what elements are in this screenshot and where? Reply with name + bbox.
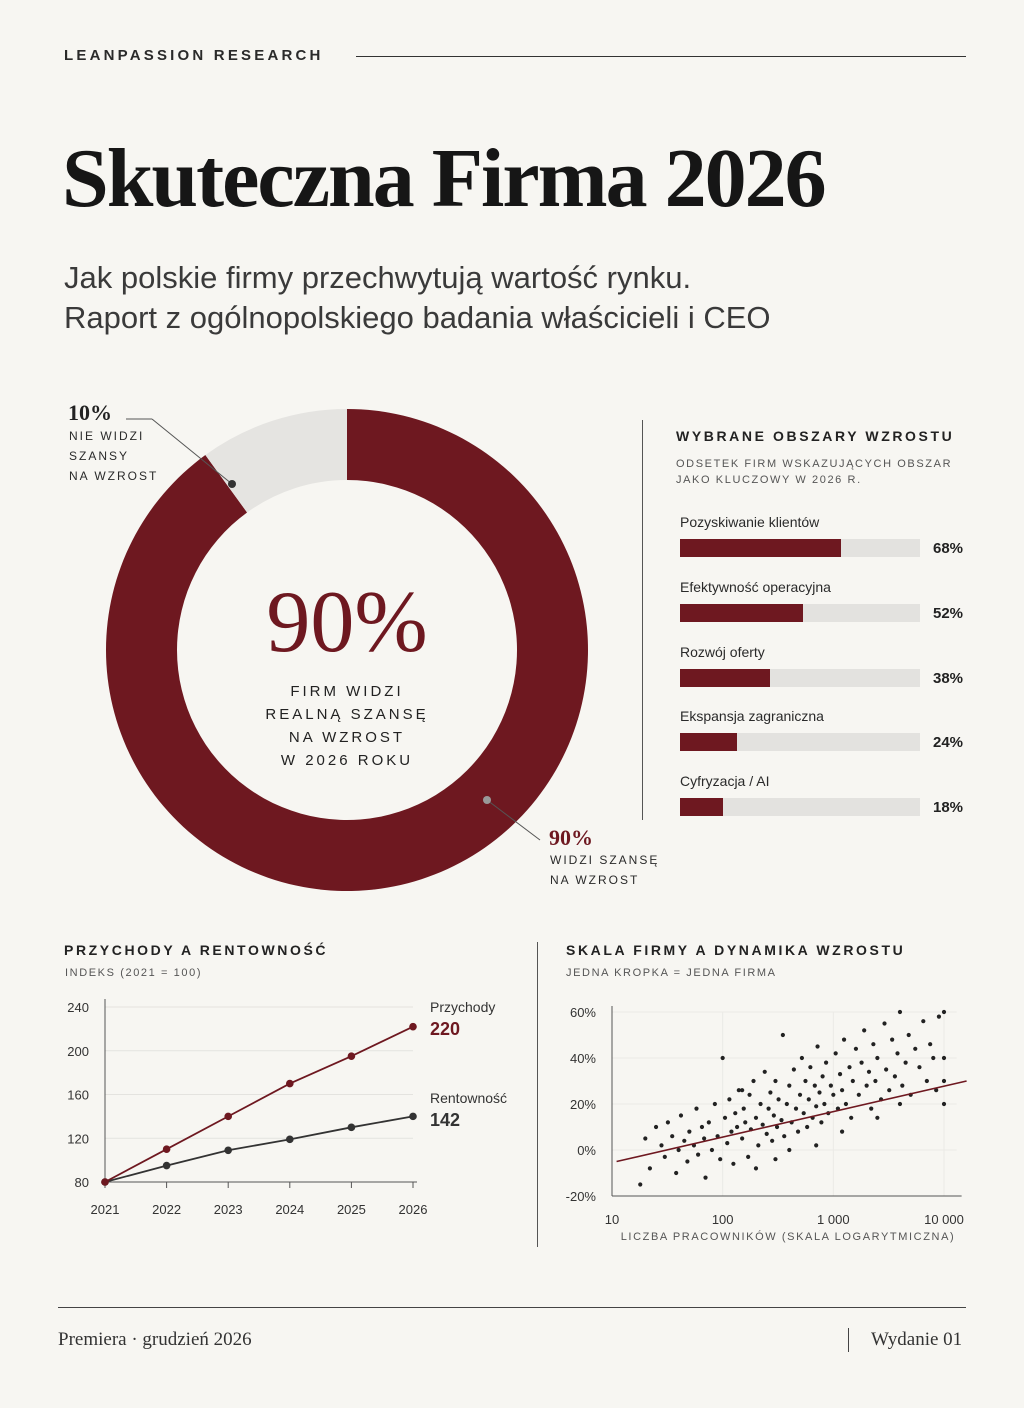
series-end-value-profitability: 142 <box>430 1110 461 1130</box>
scatter-point <box>770 1139 774 1143</box>
y-tick-label: 40% <box>569 1051 596 1066</box>
scatter-point <box>735 1125 739 1129</box>
x-tick-label: 2023 <box>213 1202 243 1217</box>
scatter-point <box>904 1061 908 1065</box>
growth-subtitle-line: JAKO KLUCZOWY W 2026 R. <box>676 474 862 486</box>
scatter-point <box>643 1136 647 1140</box>
scatter-point <box>687 1130 691 1134</box>
scatter-point <box>713 1102 717 1106</box>
scatter-point <box>682 1139 686 1143</box>
x-tick-label: 2024 <box>275 1202 305 1217</box>
scatter-point <box>638 1182 642 1186</box>
scatter-point <box>869 1107 873 1111</box>
y-tick-label: 240 <box>67 1000 89 1015</box>
scatter-point <box>663 1155 667 1159</box>
scatter-point <box>742 1107 746 1111</box>
scatter-point <box>779 1118 783 1122</box>
scatter-point <box>882 1021 886 1025</box>
scatter-point <box>700 1125 704 1129</box>
scatter-point <box>857 1093 861 1097</box>
scatter-point <box>851 1079 855 1083</box>
scatter-point <box>796 1130 800 1134</box>
scatter-point <box>898 1010 902 1014</box>
page-subtitle <box>64 258 771 338</box>
scatter-point <box>758 1102 762 1106</box>
scatter-point <box>875 1116 879 1120</box>
subtitle-line-1: Jak polskie firmy przechwytują wartość rynku. <box>64 260 692 295</box>
y-tick-label: 60% <box>569 1005 596 1020</box>
scatter-point <box>727 1097 731 1101</box>
center-caption-line: NA WZROST <box>288 729 406 746</box>
series-point <box>224 1113 232 1121</box>
scatter-point <box>867 1070 871 1074</box>
scatter-point <box>875 1056 879 1060</box>
scatter-point <box>815 1044 819 1048</box>
yes-label-line: NA WZROST <box>550 873 640 887</box>
scatter-point <box>702 1136 706 1140</box>
scatter-xlabel: LICZBA PRACOWNIKÓW (SKALA LOGARYTMICZNA) <box>620 1231 956 1243</box>
no-chance-value: 10% <box>68 400 112 425</box>
scatter-point <box>884 1067 888 1071</box>
scatter-point <box>670 1134 674 1138</box>
scatter-point <box>813 1084 817 1088</box>
scatter-point <box>761 1123 765 1127</box>
scatter-point <box>787 1084 791 1088</box>
scatter-point <box>766 1107 770 1111</box>
yes-leader-dot <box>483 796 491 804</box>
scatter-point <box>731 1162 735 1166</box>
scatter-point <box>772 1113 776 1117</box>
scatter-point <box>685 1159 689 1163</box>
scatter-point <box>928 1042 932 1046</box>
growth-bar-value: 68% <box>933 540 964 557</box>
footer-release: Premiera · grudzień 2026 <box>58 1329 252 1350</box>
footer-separator <box>848 1328 849 1352</box>
scatter-point <box>654 1125 658 1129</box>
no-label-line: NIE WIDZI <box>69 429 145 443</box>
scatter-point <box>768 1090 772 1094</box>
series-point <box>348 1124 356 1132</box>
scatter-point <box>725 1141 729 1145</box>
growth-bar-list <box>680 514 980 824</box>
scatter-point <box>838 1072 842 1076</box>
footer-rule <box>58 1307 966 1308</box>
scatter-point <box>840 1130 844 1134</box>
series-line <box>105 1027 413 1182</box>
scatter-point <box>931 1056 935 1060</box>
footer-edition: Wydanie 01 <box>871 1329 963 1350</box>
growth-subtitle-line: ODSETEK FIRM WSKAZUJĄCYCH OBSZAR <box>676 458 953 470</box>
growth-bar-label: Cyfryzacja / AI <box>680 773 770 790</box>
series-point <box>286 1136 294 1144</box>
center-caption-line: FIRM WIDZI <box>290 683 404 700</box>
series-point <box>163 1162 171 1170</box>
scatter-title: SKALA FIRMY A DYNAMIKA WZROSTU <box>566 942 906 958</box>
scatter-point <box>890 1038 894 1042</box>
scatter-point <box>773 1079 777 1083</box>
x-tick-label: 10 000 <box>924 1212 964 1227</box>
scatter-chart <box>540 990 980 1250</box>
yes-chance-label <box>550 850 659 890</box>
series-point <box>163 1145 171 1153</box>
scatter-point <box>921 1019 925 1023</box>
scatter-point <box>887 1088 891 1092</box>
revenue-subtitle: INDEKS (2021 = 100) <box>65 967 203 979</box>
center-caption-line: REALNĄ SZANSĘ <box>265 706 429 723</box>
scatter-point <box>925 1079 929 1083</box>
scatter-point <box>849 1116 853 1120</box>
revenue-title: PRZYCHODY A RENTOWNOŚĆ <box>64 942 329 958</box>
scatter-point <box>792 1067 796 1071</box>
y-tick-label: 200 <box>67 1043 89 1059</box>
scatter-point <box>659 1143 663 1147</box>
scatter-point <box>900 1084 904 1088</box>
scatter-point <box>937 1015 941 1019</box>
growth-bar-value: 24% <box>933 734 964 752</box>
scatter-point <box>694 1107 698 1111</box>
scatter-point <box>781 1033 785 1037</box>
scatter-point <box>746 1155 750 1159</box>
x-tick-label: 100 <box>711 1212 734 1227</box>
scatter-point <box>802 1111 806 1115</box>
scatter-point <box>873 1079 877 1083</box>
no-chance-label <box>69 426 158 486</box>
scatter-point <box>756 1143 760 1147</box>
scatter-point <box>773 1157 777 1161</box>
scatter-point <box>808 1065 812 1069</box>
scatter-point <box>865 1084 869 1088</box>
x-tick-label: 2022 <box>152 1202 182 1217</box>
x-tick-label: 2025 <box>336 1202 366 1217</box>
scatter-point <box>942 1010 946 1014</box>
scatter-subtitle: JEDNA KROPKA = JEDNA FIRMA <box>566 967 777 979</box>
scatter-point <box>913 1047 917 1051</box>
donut-center-caption <box>0 680 694 772</box>
scatter-point <box>805 1125 809 1129</box>
scatter-point <box>703 1176 707 1180</box>
scatter-point <box>898 1102 902 1106</box>
scatter-point <box>754 1116 758 1120</box>
subtitle-line-2: Raport z ogólnopolskiego badania właścicieli i CEO <box>64 300 771 335</box>
scatter-point <box>740 1088 744 1092</box>
growth-bar-value: 18% <box>933 799 964 817</box>
series-point <box>348 1052 356 1060</box>
scatter-point <box>829 1084 833 1088</box>
scatter-point <box>862 1028 866 1032</box>
scatter-point <box>794 1107 798 1111</box>
scatter-point <box>831 1093 835 1097</box>
y-tick-label: -20% <box>565 1189 596 1204</box>
no-label-line: NA WZROST <box>69 469 159 483</box>
series-label-profitability: Rentowność <box>430 1090 508 1106</box>
scatter-point <box>729 1130 733 1134</box>
donut-center-value: 90% <box>266 574 428 671</box>
scatter-point <box>800 1056 804 1060</box>
scatter-point <box>854 1047 858 1051</box>
scatter-point <box>782 1134 786 1138</box>
scatter-point <box>723 1116 727 1120</box>
scatter-point <box>785 1102 789 1106</box>
scatter-point <box>707 1120 711 1124</box>
yes-label-line: WIDZI SZANSĘ <box>550 853 660 867</box>
scatter-point <box>814 1143 818 1147</box>
scatter-separator <box>537 942 538 1247</box>
scatter-point <box>747 1093 751 1097</box>
scatter-point <box>733 1111 737 1115</box>
scatter-point <box>844 1102 848 1106</box>
report-kicker: LEANPASSION RESEARCH <box>64 47 324 64</box>
series-point <box>286 1080 294 1088</box>
scatter-point <box>648 1166 652 1170</box>
scatter-point <box>822 1102 826 1106</box>
y-tick-label: 160 <box>67 1087 89 1103</box>
series-end-value-revenue: 220 <box>430 1019 461 1039</box>
kicker-rule <box>356 56 966 57</box>
scatter-point <box>754 1166 758 1170</box>
scatter-point <box>942 1056 946 1060</box>
growth-bar-fill <box>680 733 737 751</box>
no-leader-dot <box>228 480 236 488</box>
growth-bar-label: Ekspansja zagraniczna <box>680 708 824 725</box>
y-tick-label: 80 <box>74 1175 89 1190</box>
y-tick-label: 120 <box>67 1131 89 1147</box>
scatter-point <box>847 1065 851 1069</box>
series-point <box>224 1146 232 1154</box>
scatter-point <box>819 1120 823 1124</box>
scatter-point <box>817 1090 821 1094</box>
scatter-point <box>751 1079 755 1083</box>
yes-chance-value: 90% <box>549 825 593 850</box>
x-tick-label: 10 <box>604 1212 620 1227</box>
scatter-point <box>893 1074 897 1078</box>
scatter-point <box>814 1104 818 1108</box>
growth-bar-fill <box>680 798 723 816</box>
growth-bar-label: Efektywność operacyjna <box>680 578 831 595</box>
scatter-point <box>677 1148 681 1152</box>
scatter-point <box>787 1148 791 1152</box>
scatter-point <box>824 1061 828 1065</box>
growth-bar-fill <box>680 539 841 557</box>
growth-bar-fill <box>680 604 803 622</box>
scatter-point <box>907 1033 911 1037</box>
x-tick-label: 2026 <box>398 1202 428 1217</box>
scatter-point <box>859 1061 863 1065</box>
scatter-point <box>942 1102 946 1106</box>
scatter-point <box>718 1157 722 1161</box>
growth-title: WYBRANE OBSZARY WZROSTU <box>676 428 955 444</box>
no-label-line: SZANSY <box>69 449 130 463</box>
growth-bar-value: 38% <box>933 669 964 687</box>
scatter-point <box>765 1132 769 1136</box>
scatter-point <box>666 1120 670 1124</box>
growth-separator <box>642 420 643 820</box>
x-tick-label: 1 000 <box>817 1212 850 1227</box>
scatter-point <box>842 1038 846 1042</box>
scatter-point <box>803 1079 807 1083</box>
growth-bar-fill <box>680 669 770 687</box>
scatter-point <box>763 1070 767 1074</box>
series-point <box>101 1178 109 1186</box>
y-tick-label: 0% <box>577 1143 596 1158</box>
growth-bar-label: Rozwój oferty <box>680 643 765 660</box>
scatter-point <box>679 1113 683 1117</box>
scatter-point <box>871 1042 875 1046</box>
scatter-point <box>743 1120 747 1124</box>
growth-subtitle <box>676 456 952 488</box>
series-label-revenue: Przychody <box>430 999 496 1015</box>
scatter-point <box>721 1056 725 1060</box>
scatter-point <box>942 1079 946 1083</box>
scatter-point <box>834 1051 838 1055</box>
page-title: Skuteczna Firma 2026 <box>62 132 825 225</box>
scatter-point <box>895 1051 899 1055</box>
scatter-point <box>821 1074 825 1078</box>
scatter-point <box>840 1088 844 1092</box>
scatter-point <box>710 1148 714 1152</box>
x-tick-label: 2021 <box>90 1202 120 1217</box>
scatter-point <box>740 1136 744 1140</box>
scatter-point <box>776 1097 780 1101</box>
scatter-point <box>798 1093 802 1097</box>
growth-bar-label: Pozyskiwanie klientów <box>680 514 820 530</box>
scatter-point <box>696 1153 700 1157</box>
growth-bar-value: 52% <box>933 604 964 622</box>
scatter-point <box>674 1171 678 1175</box>
series-point <box>409 1023 417 1031</box>
center-caption-line: W 2026 ROKU <box>280 752 414 769</box>
scatter-point <box>807 1097 811 1101</box>
series-point <box>409 1113 417 1121</box>
series-line <box>105 1116 413 1182</box>
scatter-point <box>917 1065 921 1069</box>
y-tick-label: 20% <box>569 1097 596 1112</box>
